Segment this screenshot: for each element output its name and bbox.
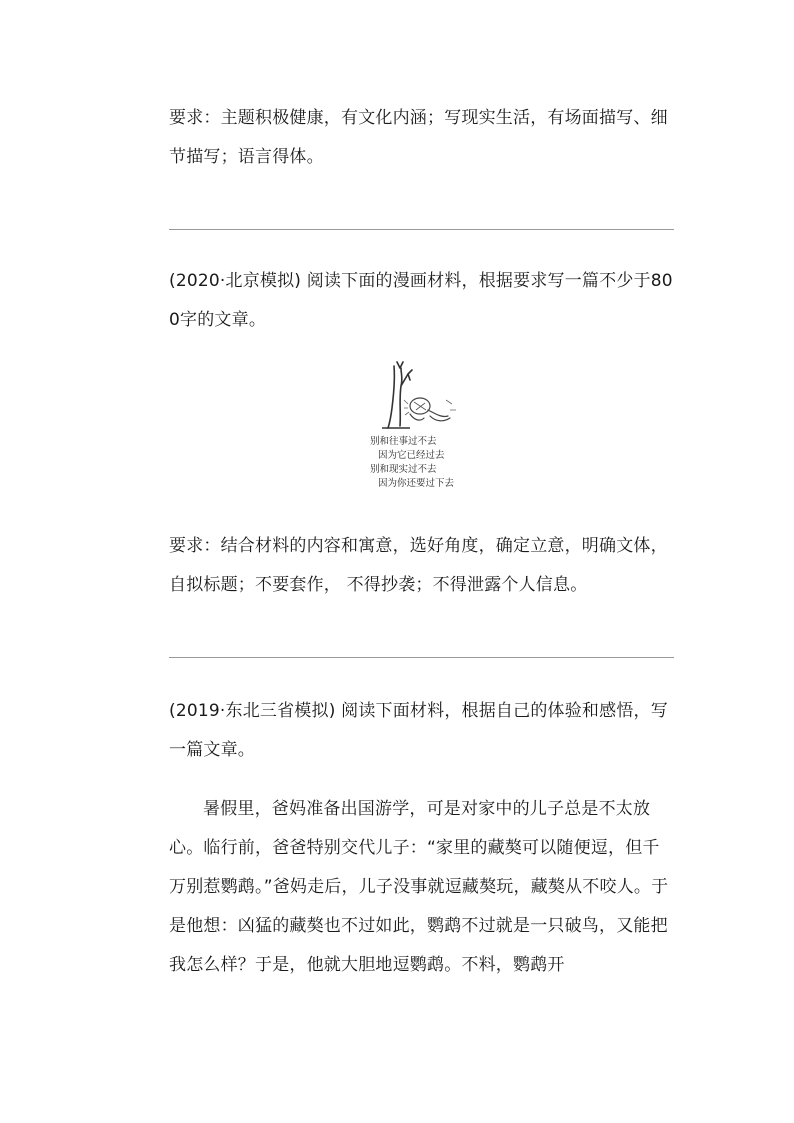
requirement-text-2: 要求：结合材料的内容和寓意，选好角度，确定立意，明确文体，自拟标题；不要套作， 不得抄袭；不得泄露个人信息。 bbox=[169, 536, 668, 595]
figure-body bbox=[410, 410, 450, 421]
comic-illustration bbox=[370, 360, 478, 500]
comic-caption-3: 别和现实过不去 bbox=[370, 464, 437, 475]
question-prompt-2019: (2019·东北三省模拟) 阅读下面材料，根据自己的体验和感悟，写一篇文章。 bbox=[169, 701, 668, 760]
requirement-text-1: 要求：主题积极健康，有文化内涵；写现实生活，有场面描写、细节描写；语言得体。 bbox=[169, 108, 668, 167]
figure-hair bbox=[414, 402, 426, 410]
comic-caption-1: 别和往事过不去 bbox=[370, 436, 437, 447]
question-prompt-2020: (2020·北京模拟) 阅读下面的漫画材料，根据要求写一篇不少于800字的文章。 bbox=[169, 271, 673, 330]
tree-shape bbox=[388, 362, 412, 428]
comic-caption-2: 因为它已经过去 bbox=[378, 450, 445, 461]
comic-caption-4: 因为你还要过下去 bbox=[378, 478, 455, 489]
section-divider bbox=[169, 657, 674, 658]
section-divider bbox=[169, 229, 674, 230]
comic-drawing bbox=[370, 360, 478, 500]
material-body-text: 暑假里，爸妈准备出国游学，可是对家中的儿子总是不太放心。临行前，爸爸特别交代儿子：“家里的藏獒可以随便逗，但千万别惹鹦鹉。”爸妈走后，儿子没事就逗藏獒玩，藏獒从不咬人。于是他想：凶猛的藏獒也不过如此，鹦鹉不过就是一只破鸟，又能把我怎么样？于是，他就大胆地逗鹦鹉。不料，鹦鹉开 bbox=[169, 799, 669, 975]
